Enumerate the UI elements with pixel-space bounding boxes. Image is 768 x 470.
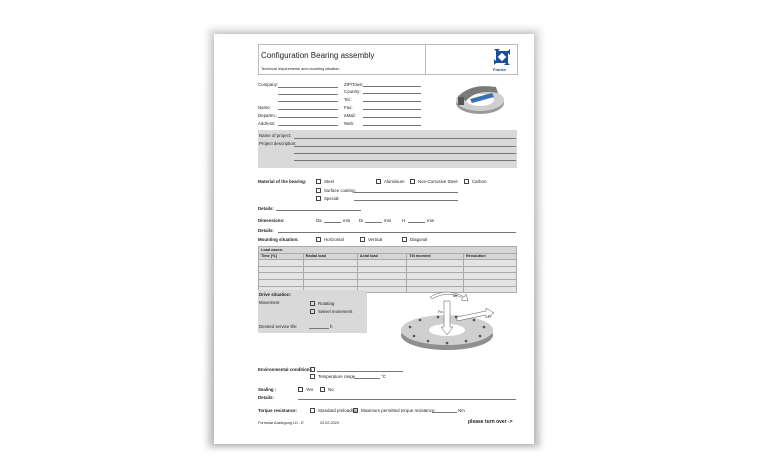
dimensions-details-label: Details: [258,228,274,233]
table-row[interactable] [259,260,517,267]
sealing-no-option[interactable]: No [320,387,334,392]
col-tilt: Tilt moment [407,253,464,260]
zip-field[interactable] [363,86,421,87]
surface-coating-field[interactable] [354,192,458,193]
temperature-field[interactable] [354,378,380,379]
checkbox-icon[interactable] [310,374,315,379]
bearing-image [450,79,510,119]
checkbox-icon[interactable] [410,179,415,184]
col-revolution: Revolution [464,253,517,260]
brand-label: Franke [493,67,507,72]
document-page [214,34,534,444]
fa-label: Fa [438,310,443,314]
company-field-3[interactable] [278,101,338,102]
temperature-unit: °C [381,374,386,379]
sealing-details-label: Details: [258,395,274,400]
di-label: Di [359,218,364,223]
checkbox-icon[interactable] [310,309,315,314]
mt-label: Mt [453,294,458,298]
project-description-field-2[interactable] [294,153,516,154]
service-life-label: Desired service life: [259,324,298,329]
please-turn-over: please turn over -> [468,419,513,425]
service-life-unit: h [330,324,333,329]
checkbox-icon[interactable] [464,179,469,184]
email-label: eMail: [344,113,356,118]
drive-title: Drive situation: [259,292,291,297]
load-cases-title: Load cases: [259,247,517,254]
company-label: Company: [258,82,279,87]
project-name-field[interactable] [294,138,516,139]
department-field[interactable] [278,117,338,118]
address-label: Address: [258,121,276,126]
form-subtitle: Technical requirements and mounting situation [261,67,340,71]
h-unit: mm [427,218,435,223]
fax-field[interactable] [363,109,421,110]
dimensions-details-field[interactable] [278,232,516,233]
service-life-field[interactable] [309,328,329,329]
standard-preloading-option[interactable]: Standard preloading [310,408,358,413]
tel-field[interactable] [363,101,421,102]
di-unit: mm [384,218,392,223]
checkbox-icon[interactable] [360,237,365,242]
project-block [258,130,517,168]
material-steel-option[interactable]: Steel [316,179,334,184]
table-row [259,253,517,260]
table-row[interactable] [259,273,517,280]
rotating-option[interactable]: Rotating [310,301,334,306]
torque-label: Torque resistance: [258,408,297,413]
country-label: Country: [344,89,361,94]
fr-label: Fr [488,315,492,319]
email-field[interactable] [363,117,421,118]
name-field[interactable] [278,109,338,110]
checkbox-icon[interactable] [376,179,381,184]
web-label: Web: [344,121,355,126]
table-row[interactable] [259,266,517,273]
mounting-vertical-option[interactable]: Vertical [360,237,382,242]
dimensions-label: Dimensions: [258,218,285,223]
da-field[interactable] [324,222,341,223]
checkbox-icon[interactable] [310,301,315,306]
footer-doc-name: Formular Auslegung LD - E [258,421,304,425]
temperature-option[interactable]: Temperature range [310,374,355,379]
environment-label: Environmental conditions [258,367,312,372]
web-field[interactable] [363,125,421,126]
mounting-diagonal-option[interactable]: Diagonal [402,237,427,242]
checkbox-icon[interactable] [298,387,303,392]
company-field-2[interactable] [278,94,338,95]
checkbox-icon[interactable] [310,367,315,372]
col-radial: Radial load [303,253,357,260]
sealing-yes-option[interactable]: Yes [298,387,313,392]
mounting-horizontal-option[interactable]: Horizontal [316,237,344,242]
da-unit: mm [343,218,351,223]
material-details-field[interactable] [276,210,361,211]
checkbox-icon[interactable] [320,387,325,392]
material-aluminium-option[interactable]: Aluminium [376,179,405,184]
h-label: H [402,218,406,223]
name-label: Name: [258,105,271,110]
di-field[interactable] [365,222,382,223]
environment-field[interactable] [317,371,403,372]
material-label: Material of the bearing: [258,179,307,184]
col-time: Time [%] [259,253,304,260]
tel-label: Tel.: [344,97,353,102]
franke-logo-icon [493,48,511,66]
checkbox-icon[interactable] [310,408,315,413]
max-torque-field[interactable] [432,412,457,413]
sealing-details-field[interactable] [298,399,516,400]
col-axial: Axial load [357,253,406,260]
project-description-field-3[interactable] [294,160,516,161]
project-description-label: Project description: [259,141,297,146]
special-field[interactable] [354,200,458,201]
movement-label: Movement [259,300,280,305]
material-details-label: Details: [258,206,274,211]
max-torque-option[interactable]: Maximum permitted torque resistance: [353,408,436,413]
surface-coating-option[interactable]: Surface coating: [316,188,356,193]
sealing-label: Sealing : [258,387,277,392]
table-row[interactable] [259,279,517,286]
checkbox-icon[interactable] [316,179,321,184]
checkbox-icon[interactable] [316,188,321,193]
checkbox-icon[interactable] [353,408,358,413]
department-label: Departm.: [258,113,278,118]
torque-unit: Nm [458,408,465,413]
project-name-label: Name of project: [259,133,292,138]
da-label: Da [316,218,322,223]
company-field[interactable] [278,87,338,88]
address-field[interactable] [278,125,338,126]
mounting-label: Mounting situation: [258,237,299,242]
material-non-corrosive-option[interactable]: Non-Corrosive Steel [410,179,458,184]
table-row [259,247,517,254]
swivel-option[interactable]: Swivel movement [310,309,352,314]
fax-label: Fax: [344,105,353,110]
load-diagram [390,287,505,357]
footer-date: 20.02.2020 [320,421,340,425]
form-title: Configuration Bearing assembly [261,51,375,60]
checkbox-icon[interactable] [316,196,321,201]
zip-label: ZIP/Town: [344,82,364,87]
country-field[interactable] [363,93,421,94]
project-description-field-1[interactable] [294,146,516,147]
material-carbon-option[interactable]: Carbon [464,179,486,184]
h-field[interactable] [408,222,425,223]
checkbox-icon[interactable] [402,237,407,242]
special-option[interactable]: Special: [316,196,340,201]
checkbox-icon[interactable] [316,237,321,242]
